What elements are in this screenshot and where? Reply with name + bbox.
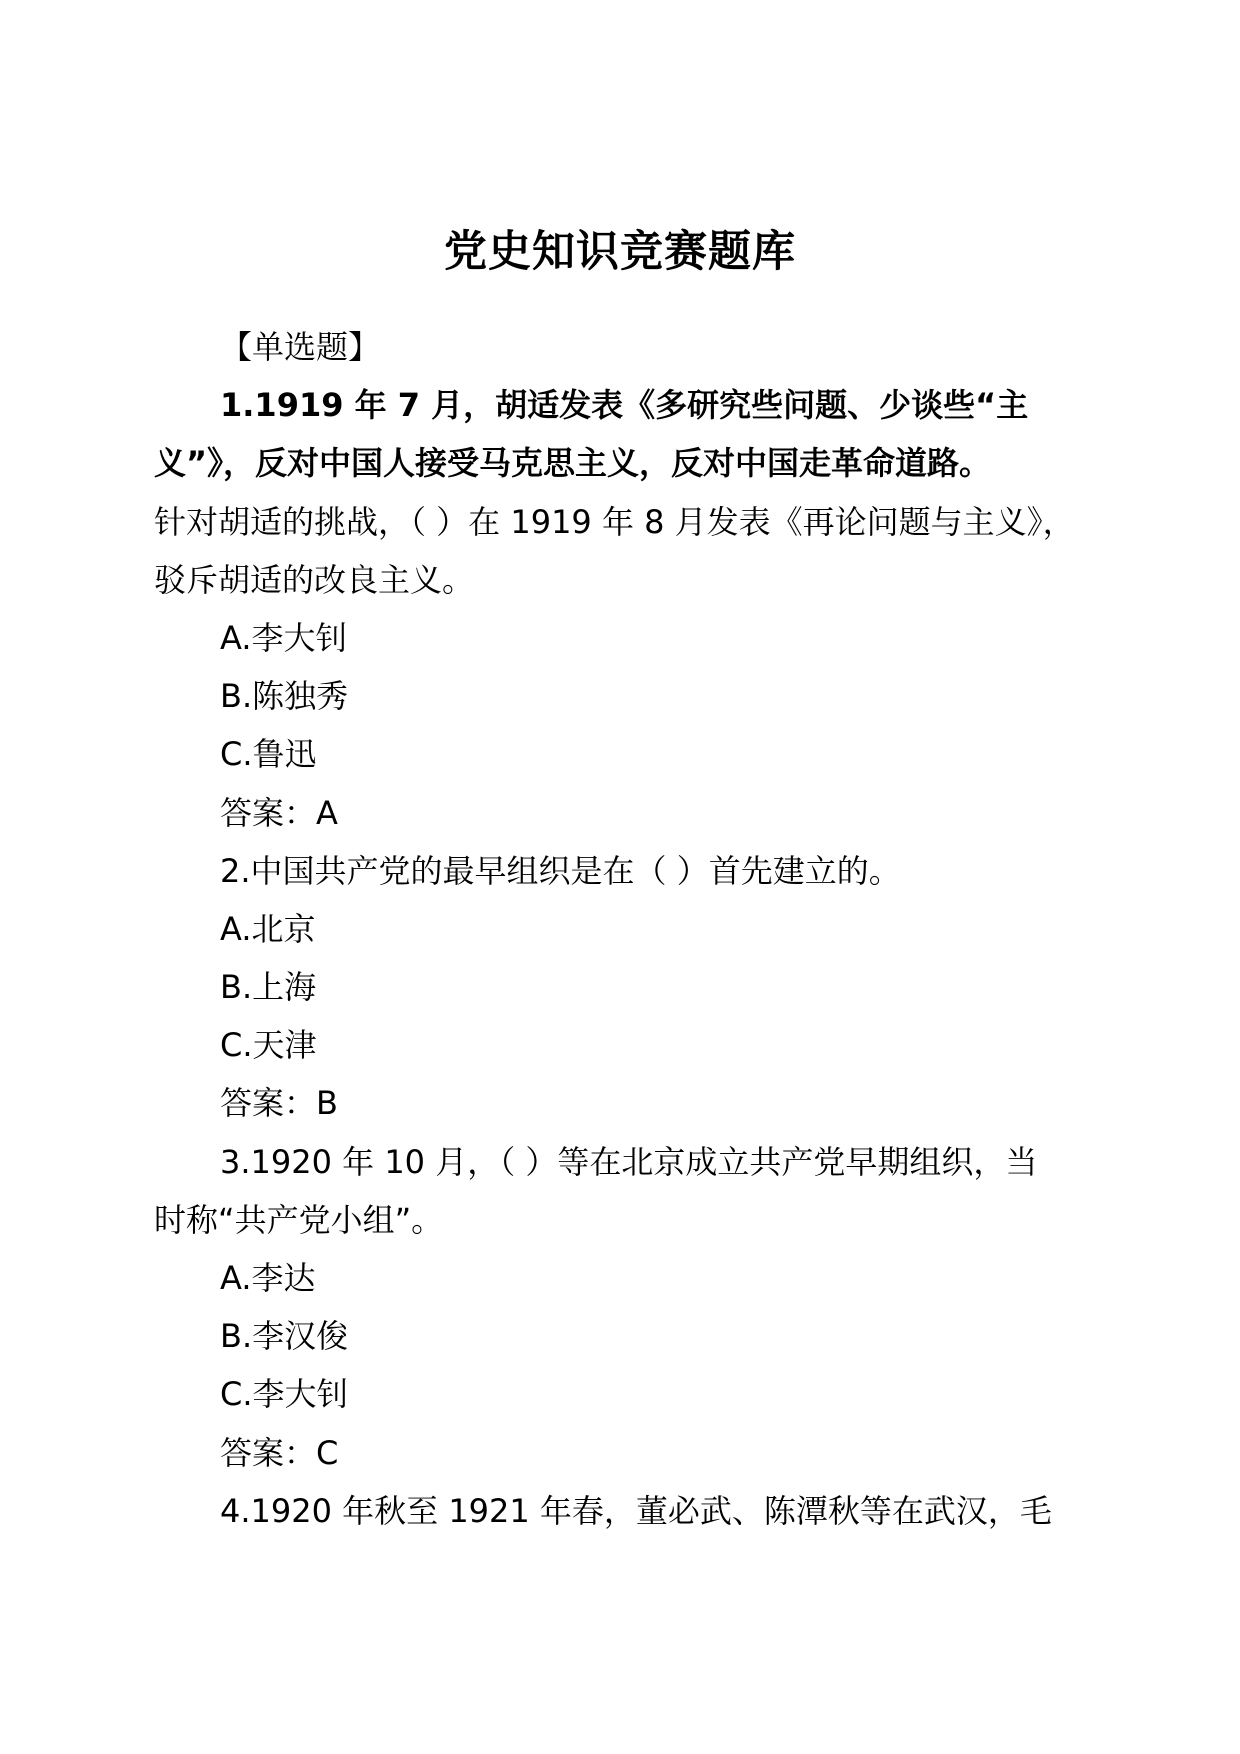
- document-title: 党史知识竞赛题库: [444, 227, 796, 277]
- text-line: 1.1919 年 7 月，胡适发表《多研究些问题、少谈些“主: [220, 386, 1029, 425]
- option-line: A.北京: [220, 909, 316, 948]
- section-heading: 【单选题】: [220, 328, 381, 366]
- option-line: B.李汉俊: [220, 1317, 349, 1356]
- option-line: C.天津: [220, 1026, 317, 1065]
- text-line: 针对胡适的挑战，（ ）在 1919 年 8 月发表《再论问题与主义》，: [154, 502, 1075, 541]
- answer-line: 答案：B: [220, 1084, 338, 1123]
- question-line: 2.中国共产党的最早组织是在（ ）首先建立的。: [220, 851, 901, 890]
- option-line: A.李达: [220, 1259, 316, 1297]
- option-line: B.上海: [220, 968, 317, 1007]
- answer-line: 答案：C: [220, 1433, 339, 1472]
- option-line: B.陈独秀: [220, 677, 349, 716]
- answer-line: 答案：A: [220, 793, 338, 832]
- question-line: 3.1920 年 10 月，（ ）等在北京成立共产党早期组织，当: [220, 1142, 1038, 1181]
- text-line: 驳斥胡适的改良主义。: [154, 560, 475, 599]
- question-line: 4.1920 年秋至 1921 年春，董必武、陈潭秋等在武汉，毛: [220, 1491, 1052, 1530]
- option-line: C.鲁迅: [220, 735, 317, 774]
- text-line: 义”》，反对中国人接受马克思主义，反对中国走革命道路。: [154, 444, 992, 483]
- document-body: [154, 318, 1114, 1540]
- option-line: C.李大钊: [220, 1375, 349, 1414]
- option-line: A.李大钊: [220, 618, 348, 657]
- text-line: 时称“共产党小组”。: [154, 1200, 444, 1239]
